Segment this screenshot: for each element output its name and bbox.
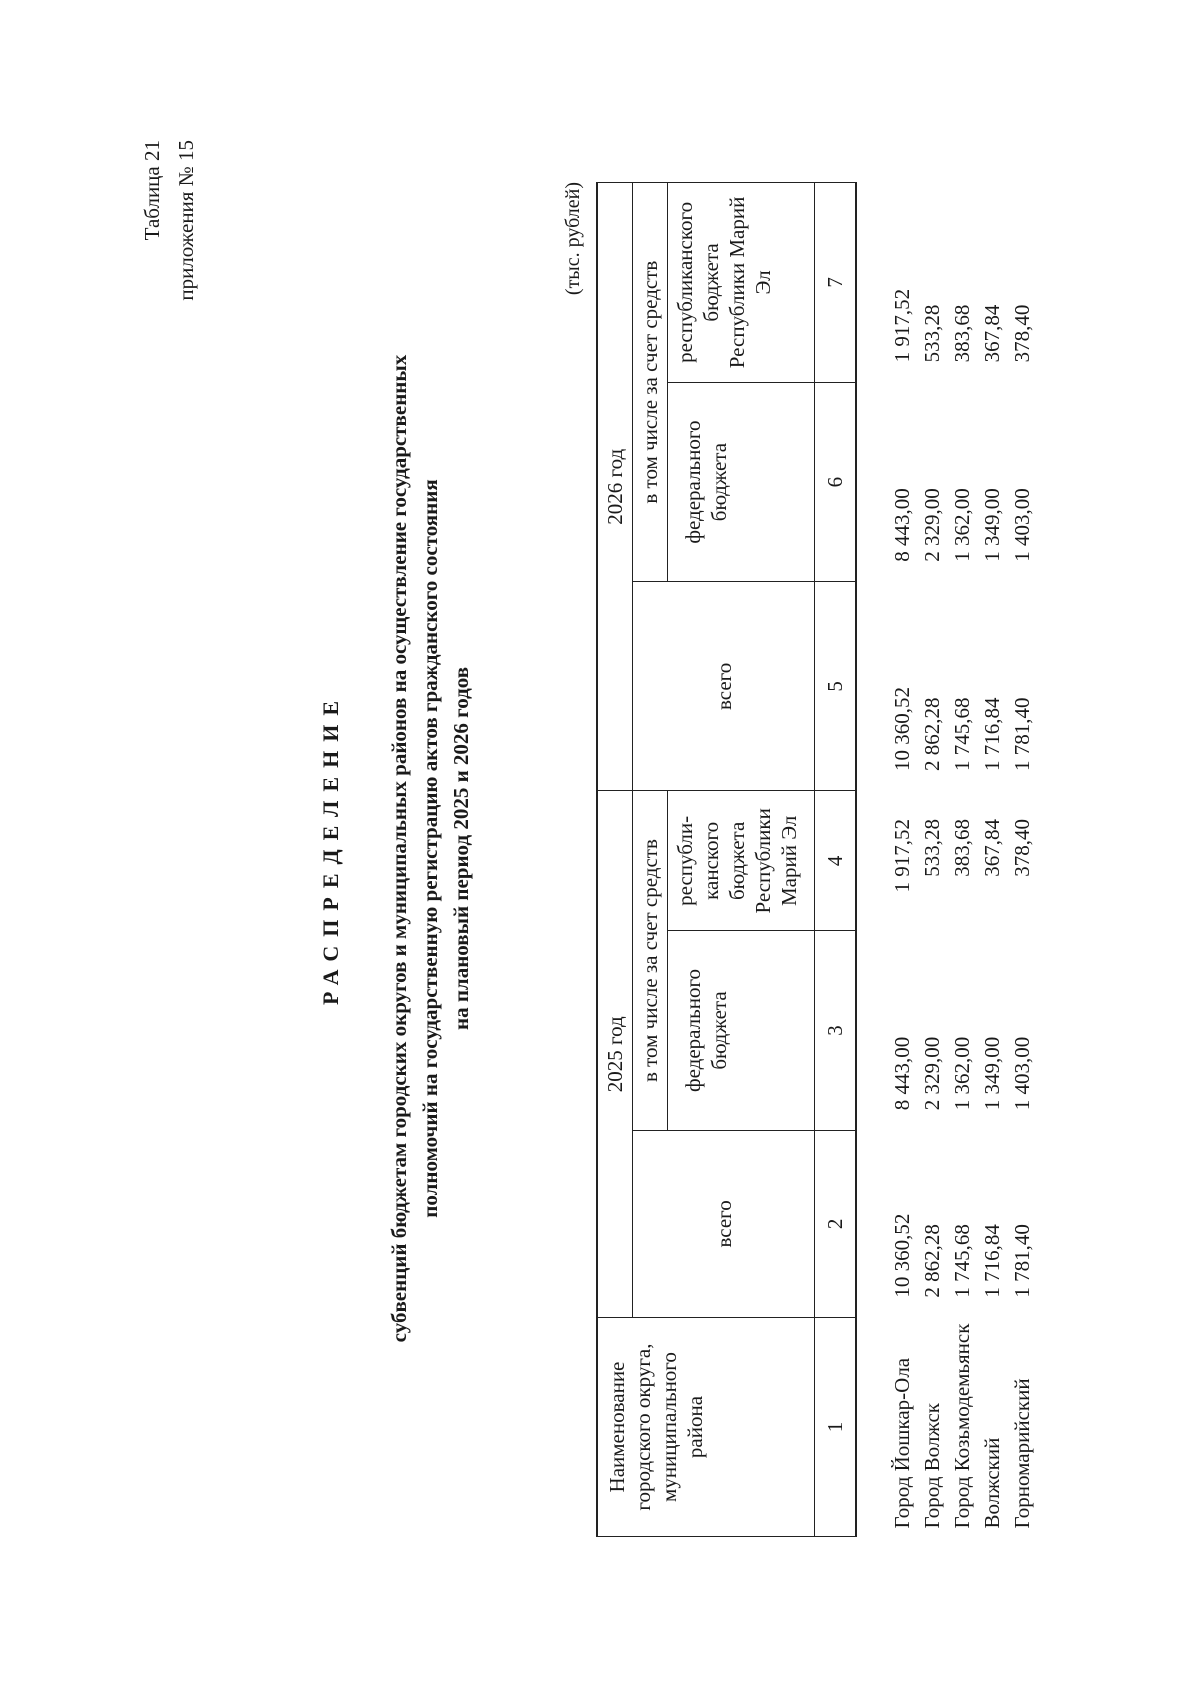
cell-total-2026: 1 781,40: [1010, 697, 1034, 771]
cell-total-2025: 1 716,84: [980, 1224, 1004, 1298]
cell-federal-2025: 1 349,00: [980, 1036, 1004, 1111]
cell-republic-2026: 378,40: [1010, 304, 1034, 363]
cell-federal-2026: 1 362,00: [950, 488, 974, 562]
header-republic-2025: республи-канского бюджета Республики Марий Эл: [668, 791, 815, 931]
column-number: 1: [815, 1318, 857, 1537]
column-number: 7: [815, 183, 857, 383]
cell-federal-2025: 1 403,00: [1010, 1036, 1034, 1111]
subtitle-line-3: на плановый период 2025 и 2026 годов: [449, 666, 473, 1031]
column-number: 3: [815, 931, 857, 1130]
cell-federal-2025: 2 329,00: [920, 1036, 944, 1111]
table-body: [856, 183, 1037, 1537]
header-including-2026: в том числе за счет средств: [633, 183, 668, 582]
cell-name: Волжский: [980, 1437, 1004, 1529]
header-year-2025: 2025 год: [597, 791, 633, 1318]
cell-total-2025: 1 745,68: [950, 1224, 974, 1298]
table-row: [977, 183, 1007, 1537]
cell-federal-2026: 1 349,00: [980, 488, 1004, 562]
cell-name: Город Волжск: [920, 1403, 944, 1529]
cell-republic-2025: 383,68: [950, 818, 974, 877]
header-total-2025: всего: [633, 1130, 815, 1317]
cell-total-2026: 2 862,28: [920, 697, 944, 771]
header-year-2026: 2026 год: [597, 183, 633, 791]
table-row: [917, 183, 947, 1537]
table-row: [1007, 183, 1037, 1537]
subtitle-line-2: полномочий на государственную регистрацию актов гражданского состояния: [418, 479, 442, 1218]
header-row-years: [597, 183, 633, 1537]
cell-republic-2025: 533,28: [920, 818, 944, 877]
column-number: 5: [815, 582, 857, 791]
header-total-2026: всего: [633, 582, 815, 791]
header-including-2025: в том числе за счет средств: [633, 791, 668, 1130]
caption-appendix: приложения № 15: [174, 140, 198, 301]
distribution-table: [596, 182, 1037, 1537]
table-caption: [135, 140, 203, 301]
cell-republic-2025: 1 917,52: [890, 818, 914, 893]
column-number: 6: [815, 382, 857, 581]
cell-total-2025: 2 862,28: [920, 1224, 944, 1298]
units-label: (тыс. рублей): [562, 182, 584, 296]
column-number: 2: [815, 1130, 857, 1317]
header-republic-2026: республиканского бюджета Республики Марий Эл: [668, 183, 815, 383]
cell-federal-2025: 1 362,00: [950, 1036, 974, 1111]
cell-total-2026: 10 360,52: [890, 686, 914, 771]
cell-republic-2026: 1 917,52: [890, 288, 914, 363]
cell-name: Город Йошкар-Ола: [890, 1357, 914, 1529]
subtitle-line-1: субвенций бюджетам городских округов и муниципальных районов на осуществление государственных: [387, 354, 411, 1343]
cell-total-2026: 1 716,84: [980, 697, 1004, 771]
document-subtitle: [384, 0, 477, 1697]
cell-republic-2025: 378,40: [1010, 818, 1034, 877]
cell-republic-2025: 367,84: [980, 818, 1004, 877]
cell-federal-2026: 1 403,00: [1010, 488, 1034, 562]
cell-federal-2026: 8 443,00: [890, 488, 914, 562]
table-row: [887, 183, 917, 1537]
table-row: [947, 183, 977, 1537]
cell-federal-2025: 8 443,00: [890, 1036, 914, 1111]
cell-republic-2026: 533,28: [920, 304, 944, 363]
cell-name: Город Козьмодемьянск: [950, 1323, 974, 1529]
cell-total-2026: 1 745,68: [950, 697, 974, 771]
caption-table-number: Таблица 21: [140, 140, 164, 241]
cell-federal-2026: 2 329,00: [920, 488, 944, 562]
document-title: РАСПРЕДЕЛЕНИЕ: [318, 692, 343, 1006]
header-name: Наименование городского округа, муниципального района: [597, 1318, 815, 1537]
header-federal-2025: федерального бюджета: [668, 931, 815, 1130]
cell-total-2025: 10 360,52: [890, 1213, 914, 1298]
header-federal-2026: федерального бюджета: [668, 382, 815, 581]
cell-total-2025: 1 781,40: [1010, 1224, 1034, 1298]
cell-name: Горномарийский: [1010, 1378, 1034, 1529]
column-numbers-row: [815, 183, 857, 1537]
column-number: 4: [815, 791, 857, 931]
cell-republic-2026: 367,84: [980, 304, 1004, 363]
cell-republic-2026: 383,68: [950, 304, 974, 363]
